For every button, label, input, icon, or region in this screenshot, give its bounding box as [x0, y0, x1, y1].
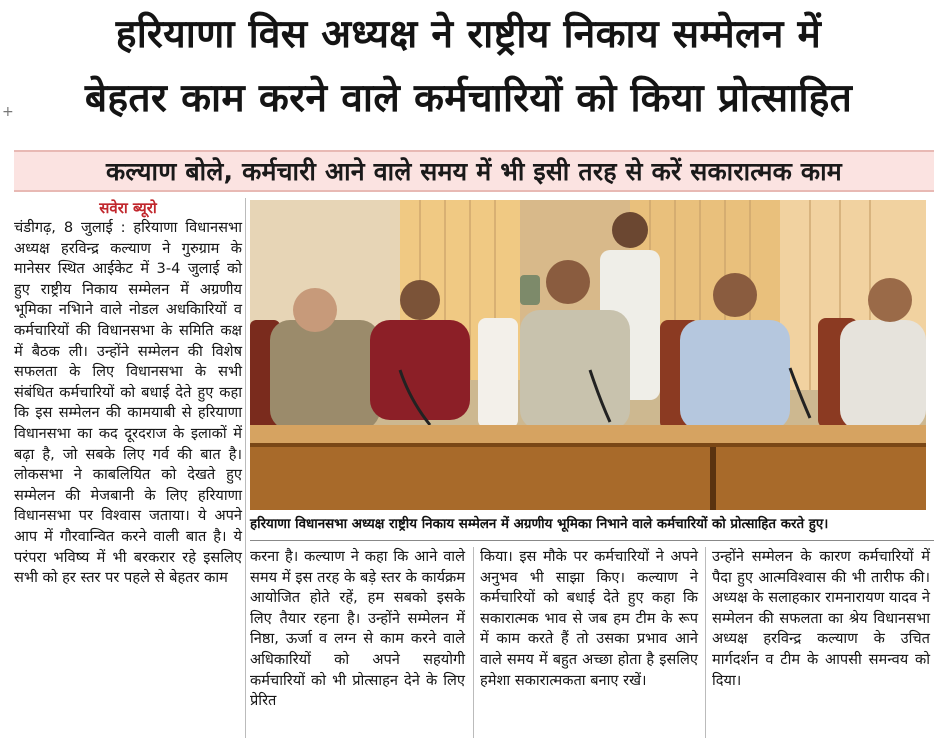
column-1-text: चंडीगढ़, 8 जुलाई : हरियाणा विधानसभा अध्यक्ष हरविन्द्र कल्याण ने गुरुग्राम के मानेसर स्थित आईकेट में 3-4 जुलाई को हुए राष्ट्रीय निकाय सम्मेलन में अग्रणीय भूमिका नभिाने वाले नोडल अधकिारियों व कर्मचारियों की विधानसभा के समिति कक्ष में बैठक ली। उन्होंने सम्मेलन की विशेष सफलता के लिए विधानसभा के सभी संबंधित कर्मचारियों को बधाई देते हुए कहा कि इस सम्मेलन की कामयाबी से हरियाणा विधानसभा का कद दूरदराज के इलाकों में बढ़ा है, जो सबके लिए गर्व की बात है। लोकसभा ने काबलियित को देखते हुए सम्मेलन की मेजबानी के लिए हरियाणा विधानसभा पर विश्वास जताया। ये अपने आप में गौरवान्वित करने वाली बात है। ये परंपरा भविष्य में भी बरकरार रहे इसलिए सभी को हर स्तर पर पहले से बेहतर काम: [14, 219, 242, 587]
column-3-text: किया। इस मौके पर कर्मचारियों ने अपने अनुभव भी साझा किए। कल्याण ने कर्मचारियों को बधाई देते हुए कहा कि सकारात्मक भाव से जब हम टीम के रूप में काम करते हैं तो उसका प्रभाव आने वाले समय में बहुत अच्छा होता है इसलिए हमेशा सकारात्मकता बनाए रखें।: [480, 548, 698, 689]
byline: सवेरा ब्यूरो: [99, 199, 157, 217]
article-column-1: [14, 198, 242, 589]
column-2-text: करना है। कल्याण ने कहा कि आने वाले समय में इस तरह के बड़े स्तर के कार्यक्रम आयोजित होते रहें, हम सबको इसके लिए तैयार रहना है। उन्होंने सम्मेलन में निष्ठा, ऊर्जा व लग्न से काम करने वाले अधिकारियों को अपने सहयोगी कर्मचारियों को भी प्रोत्साहन देने के लिए प्रेरित: [250, 548, 465, 710]
article-column-3: [480, 547, 698, 691]
photo-caption: हरियाणा विधानसभा अध्यक्ष राष्ट्रीय निकाय सम्मेलन में अग्रणीय भूमिका निभाने वाले कर्मचारियों को प्रोत्साहित करते हुए।: [250, 517, 829, 532]
column-divider: [473, 547, 474, 738]
headline-line-1: हरियाणा विस अध्यक्ष ने राष्ट्रीय निकाय सम्मेलन में: [115, 12, 822, 57]
column-divider: [705, 547, 706, 738]
headline-line-2: बेहतर काम करने वाले कर्मचारियों को किया प्रोत्साहित: [84, 76, 853, 121]
subheadline-bar: [14, 150, 934, 192]
article-photo: [250, 200, 926, 510]
subheadline: कल्याण बोले, कर्मचारी आने वाले समय में भी इसी तरह से करें सकारात्मक काम: [106, 157, 842, 186]
article-column-2: [250, 547, 465, 712]
caption-divider: [250, 540, 934, 541]
article-column-4: [712, 547, 930, 691]
crop-mark-icon: +: [2, 104, 14, 120]
meeting-photo-illustration: [250, 200, 926, 510]
column-divider: [245, 198, 246, 738]
column-4-text: उन्होंने सम्मेलन के कारण कर्मचारियों में पैदा हुए आत्मविश्वास की भी तारीफ की। अध्यक्ष के सलाहकार रामनारायण यादव ने सम्मेलन की सफलता का श्रेय विधानसभा अध्यक्ष हरविन्द्र कल्याण के उचित मार्गदर्शन व टीम के आपसी समन्वय को दिया।: [712, 548, 930, 689]
headline: [0, 6, 937, 128]
